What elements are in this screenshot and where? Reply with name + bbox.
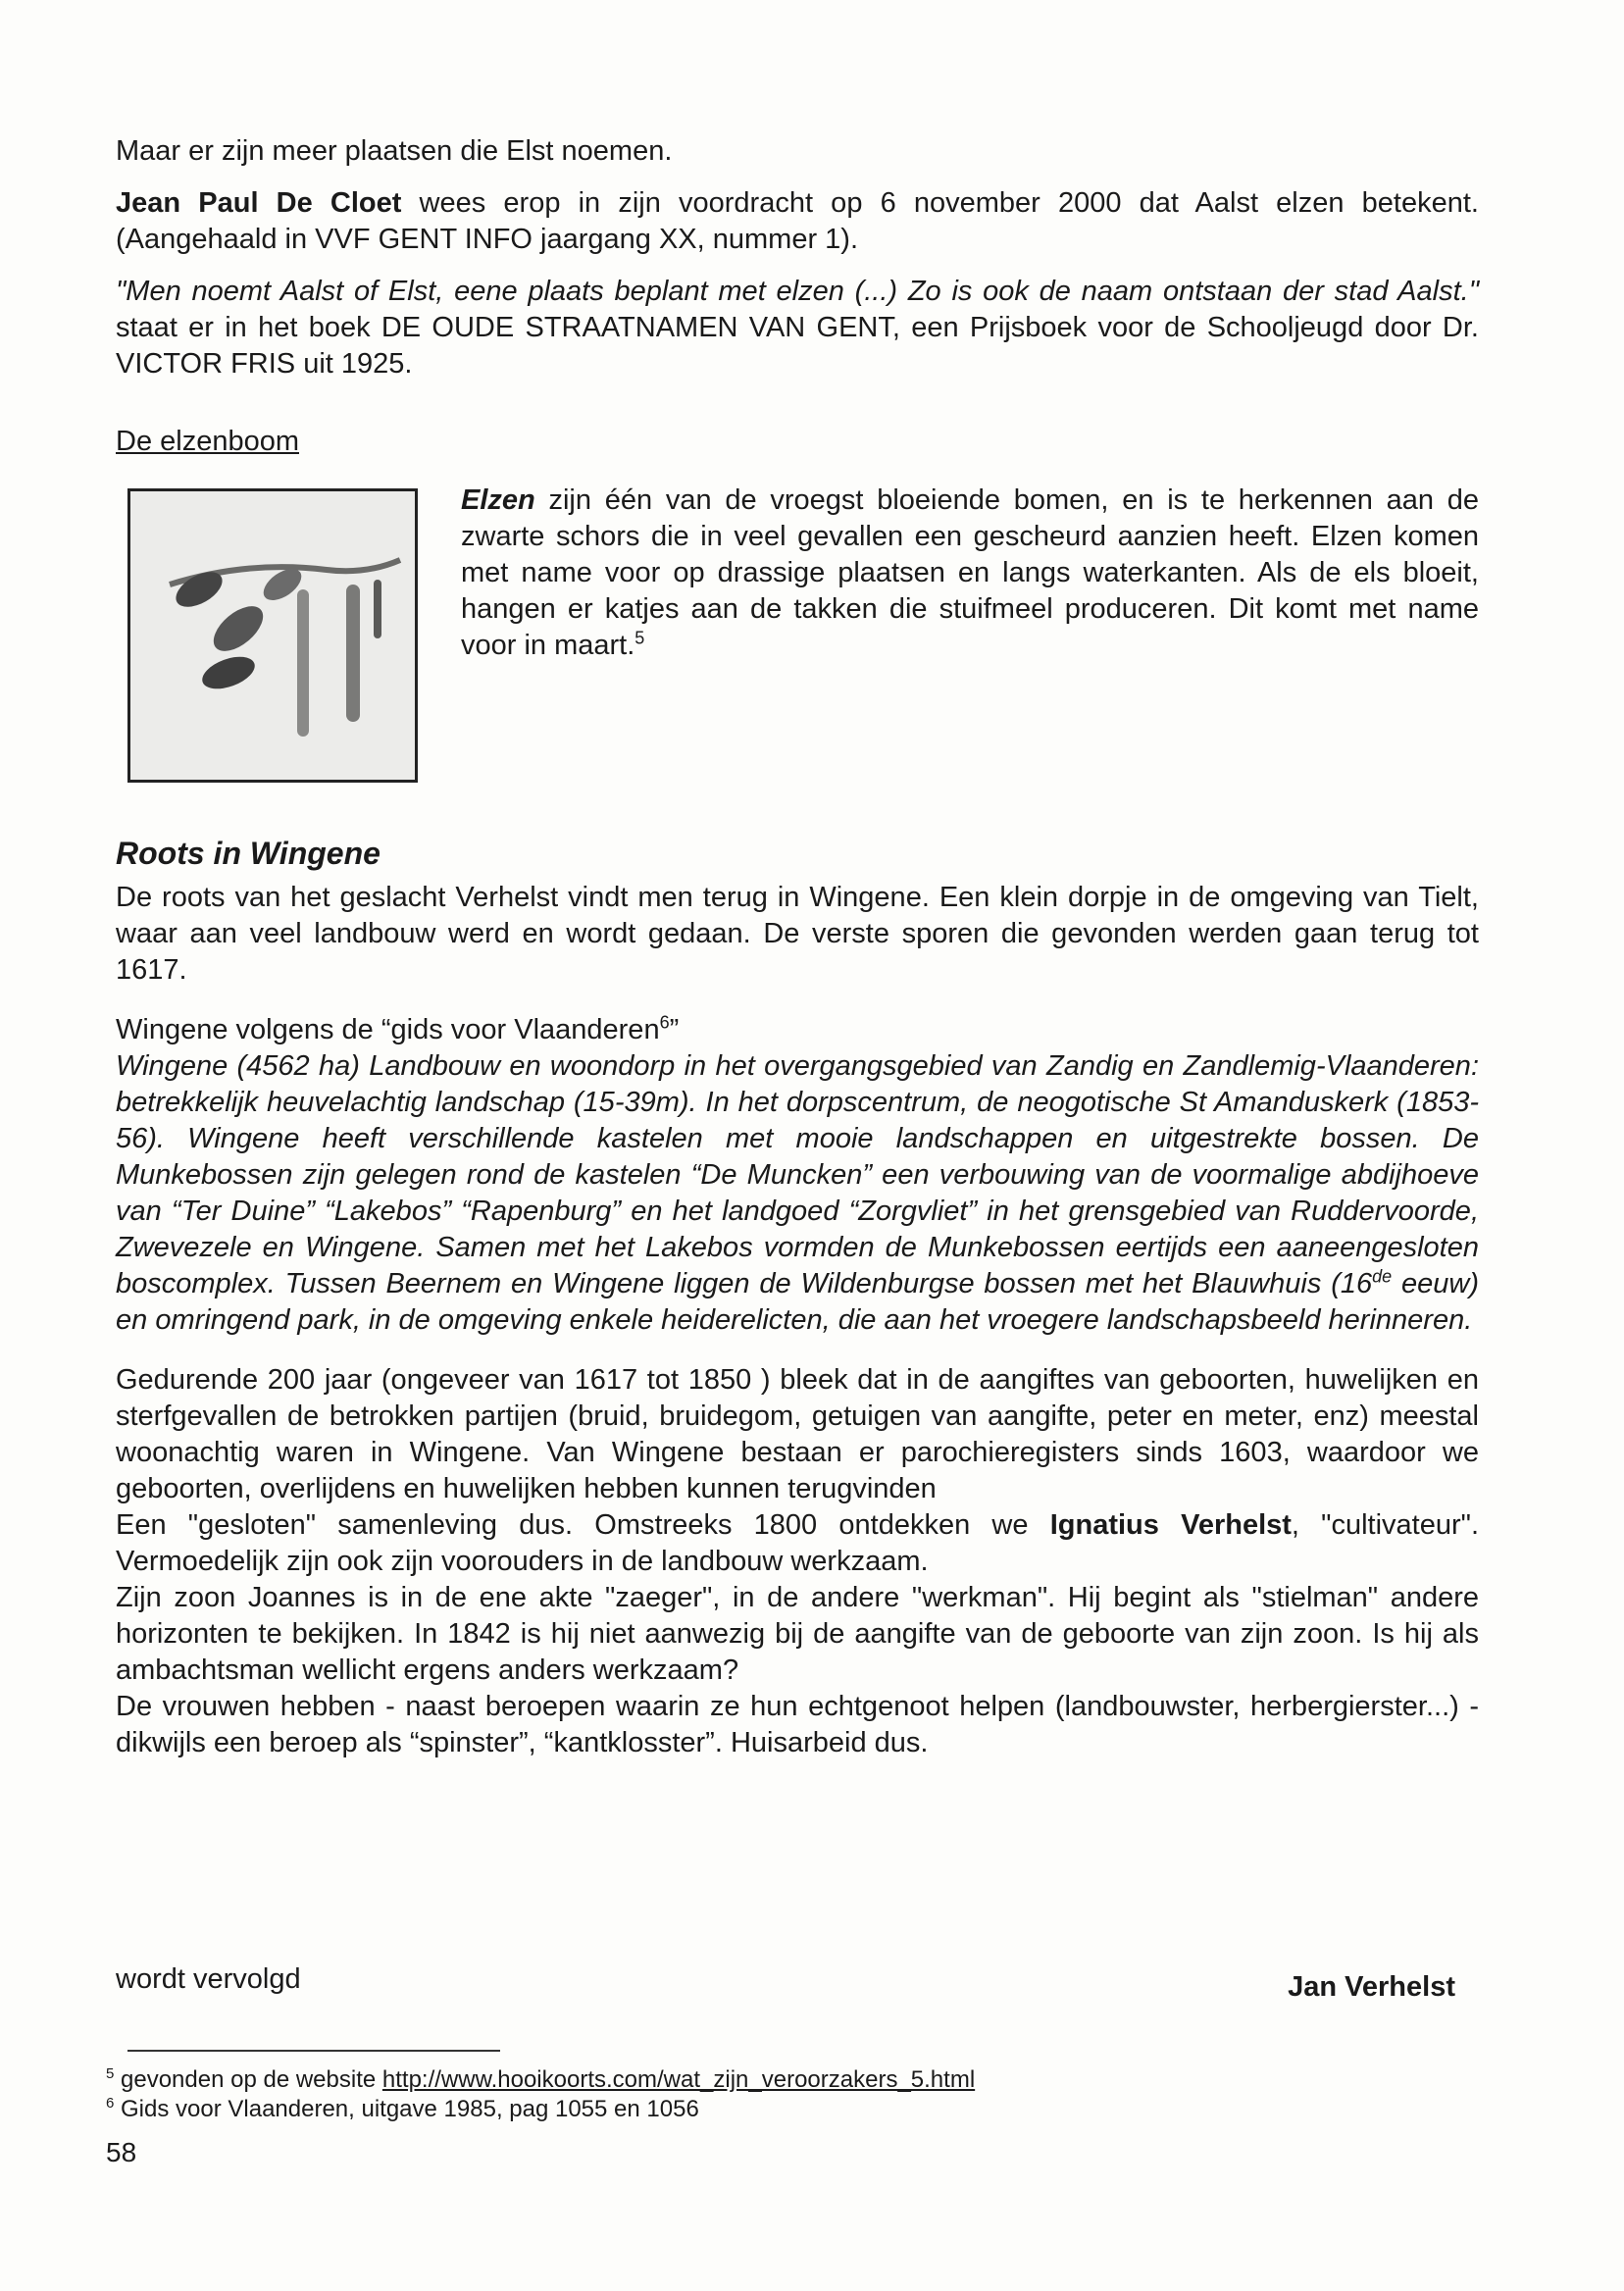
footnote-divider [127, 2050, 500, 2052]
gids-intro-text: Wingene volgens de “gids voor Vlaanderen [116, 1014, 660, 1045]
quote-text: "Men noemt Aalst of Elst, eene plaats beplant met elzen (...) Zo is ook de naam ontstaan der stad Aalst." [116, 276, 1479, 307]
footnote-6-text: Gids voor Vlaanderen, uitgave 1985, pag 1055 en 1056 [121, 2096, 699, 2122]
footnote-6-number: 6 [106, 2095, 115, 2112]
elzenboom-heading-text: De elzenboom [116, 426, 299, 457]
intro-paragraph-1: Maar er zijn meer plaatsen die Elst noemen. [116, 135, 673, 167]
footnote-5-link[interactable]: http://www.hooikoorts.com/wat_zijn_veroorzakers_5.html [381, 2066, 976, 2093]
footnote-5-number: 5 [106, 2065, 115, 2082]
century-superscript: de [1372, 1266, 1393, 1287]
roots-paragraph-5: Zijn zoon Joannes is in de ene akte "zaeger", in de andere "werkman". Hij begint als "stielman" andere horizonten te bekijken. In 1842 is hij niet aanwezig bij de aangifte van de geboorte van zijn zoon. Is hij als ambachtsman wellicht ergens anders werkzaam? [116, 1582, 1479, 1686]
intro-paragraph-3 [116, 274, 1479, 382]
intro-paragraph-2-text: wees erop in zijn voordracht op 6 november 2000 dat Aalst elzen betekent. (Aangehaald in VVF GENT INFO jaargang XX, nummer 1). [116, 187, 1479, 255]
alder-branch-icon [130, 491, 415, 780]
intro-paragraph-3-text: staat er in het boek DE OUDE STRAATNAMEN VAN GENT, een Prijsboek voor de Schooljeugd door Dr. VICTOR FRIS uit 1925. [116, 312, 1479, 380]
page-number: 58 [106, 2137, 137, 2167]
footnote-5-text: gevonden op de website [121, 2066, 382, 2093]
elzenboom-heading [116, 424, 299, 460]
gids-quote-part-2: eeuw) en omringend park, in de omgeving enkele heiderelicten, die aan het vroegere landschapsbeeld herinneren. [116, 1268, 1479, 1336]
elzen-lead-word: Elzen [461, 484, 535, 516]
continued-note: wordt vervolgd [116, 1963, 301, 1995]
roots-paragraph-3: Gedurende 200 jaar (ongeveer van 1617 tot 1850 ) bleek dat in de aangiftes van geboorten, huwelijken en sterfgevallen de betrokken partijen (bruid, bruidegom, getuigen van aangifte, peter en meter, enz) meestal woonachtig waren in Wingene. Van Wingene bestaan er parochieregisters sinds 1603, waardoor we geboorten, overlijdens en huwelijken hebben kunnen terugvinden [116, 1364, 1479, 1504]
intro-paragraph-2 [116, 185, 1479, 258]
footnote-5 [106, 2065, 975, 2095]
intro-section [116, 133, 1479, 382]
roots-section [116, 836, 1479, 1761]
footnote-ref-6: 6 [659, 1012, 670, 1033]
gids-intro-close: ” [669, 1014, 680, 1045]
author-name: Jan Verhelst [1288, 1971, 1455, 2003]
roots-heading: Roots in Wingene [116, 836, 381, 871]
gids-quote [116, 1048, 1479, 1339]
gids-quote-part-1: Wingene (4562 ha) Landbouw en woondorp in het overgangsgebied van Zandig en Zandlemig-Vlaanderen: betrekkelijk heuvelachtig landschap (15-39m). In het dorpscentrum, de neogotische St Amanduskerk (1853-56). Wingene heeft verschillende kastelen met mooie landschappen en uitgestrekte bossen. De Munkebossen zijn gelegen rond de kastelen “De Muncken” een verbouwing van de voormalige abdijhoeve van “Ter Duine” “Lakebos” “Rapenburg” en het landgoed “Zorgvliet” in het grensgebied van Ruddervoorde, Zwevezele en Wingene. Samen met het Lakebos vormden de Munkebossen eertijds een aaneengesloten boscomplex. Tussen Beernem en Wingene liggen de Wildenburgse bossen met het Blauwhuis (16 [116, 1050, 1479, 1299]
roots-paragraph-4a: Een "gesloten" samenleving dus. Omstreeks 1800 ontdekken we [116, 1509, 1050, 1541]
elzen-description [461, 483, 1479, 664]
roots-paragraph-6: De vrouwen hebben - naast beroepen waarin ze hun echtgenoot helpen (landbouwster, herbergierster...) - dikwijls een beroep als “spinster”, “kantklosster”. Huisarbeid dus. [116, 1691, 1479, 1758]
roots-paragraph-1: De roots van het geslacht Verhelst vindt men terug in Wingene. Een klein dorpje in de omgeving van Tielt, waar aan veel landbouw werd en wordt gedaan. De verste sporen die gevonden werden gaan terug tot 1617. [116, 882, 1479, 986]
alder-branch-image [127, 488, 418, 783]
roots-paragraph-4b: , "cultivateur". Vermoedelijk zijn ook zijn voorouders in de landbouw werkzaam. [116, 1509, 1479, 1577]
person-name: Jean Paul De Cloet [116, 187, 402, 219]
elzen-text: zijn één van de vroegst bloeiende bomen, en is te herkennen aan de zwarte schors die in veel gevallen een gescheurd aanzien heeft. Elzen komen met name voor op drassige plaatsen en langs waterkanten. Als de els bloeit, hangen er katjes aan de takken die stuifmeel produceren. Dit komt met name voor in maart. [461, 484, 1479, 661]
footnote-ref-5: 5 [634, 628, 645, 648]
footnote-6 [106, 2095, 699, 2124]
roots-paragraph-4 [116, 1507, 1479, 1580]
gids-intro [116, 1012, 1479, 1048]
ignatius-name: Ignatius Verhelst [1049, 1509, 1292, 1541]
